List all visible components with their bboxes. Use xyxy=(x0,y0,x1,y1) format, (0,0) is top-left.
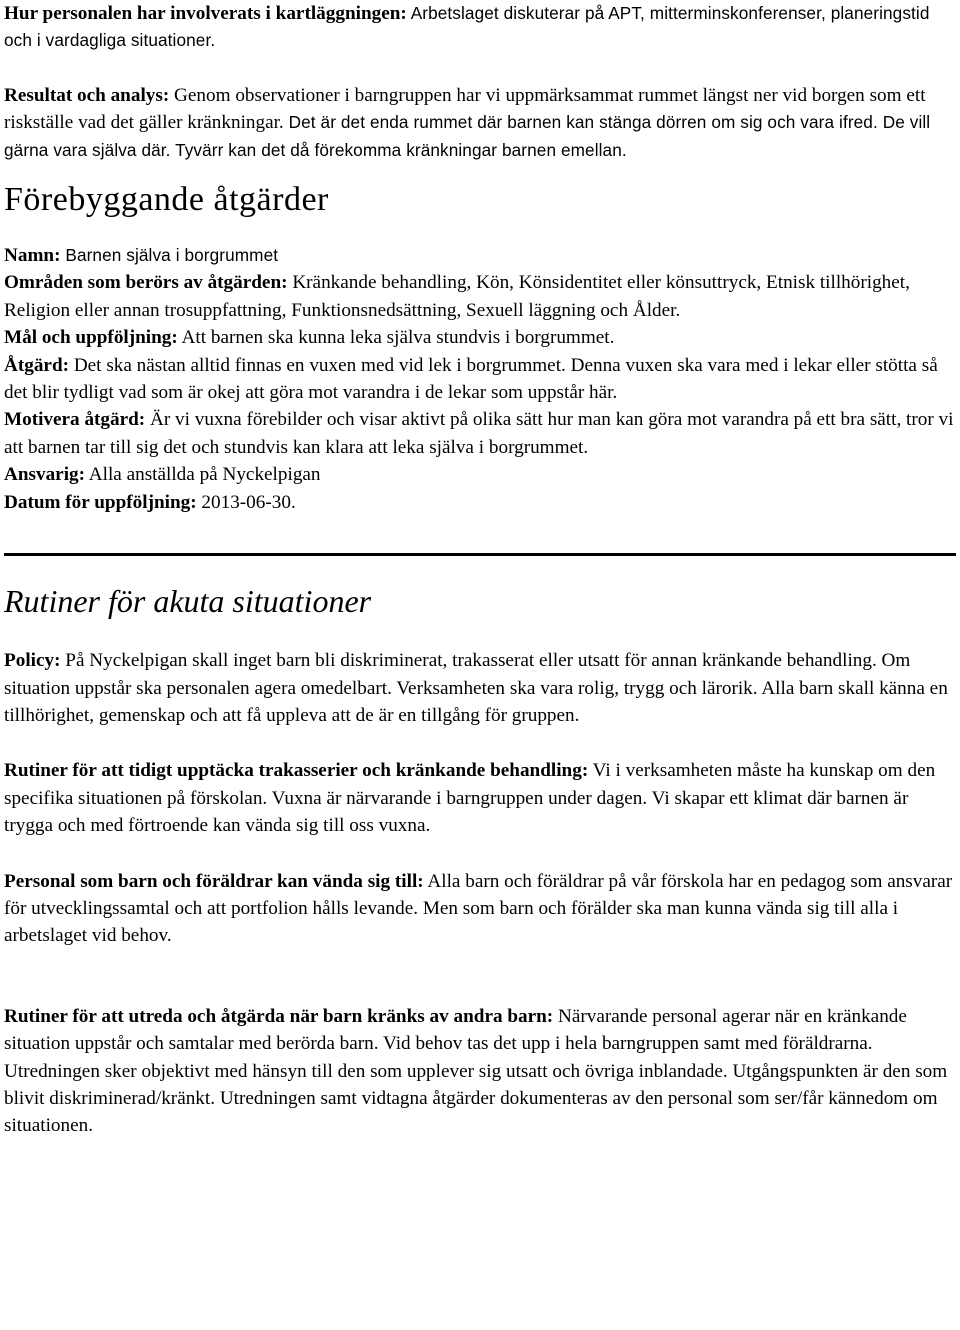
early-detection-value: Vi i verksamheten måste ha kunskap om den specifika situationen på förskolan. Vuxna är närvarande i barngruppen under dagen. Vi skapar ett klimat där barnen är trygga och med förtroende kan vända sig till oss vuxna. xyxy=(4,760,936,837)
motivate-label: Motivera åtgärd: xyxy=(4,409,146,431)
followup-line xyxy=(4,489,956,516)
investigate-paragraph xyxy=(4,1003,956,1140)
motivate-value: Är vi vuxna förebilder och visar aktivt på olika sätt hur man kan göra mot varandra på ett bra sätt, tror vi att barnen tar till sig det och stundvis kan klara att leka själva i borgrummet. xyxy=(4,409,954,458)
result-paragraph xyxy=(4,82,956,164)
preventive-heading: Förebyggande åtgärder xyxy=(4,181,329,219)
followup-value: 2013-06-30. xyxy=(196,491,296,513)
motivate-line xyxy=(4,406,956,461)
contact-staff-value: Alla barn och föräldrar på vår förskola har en pedagog som ansvarar för utvecklingssamtal och att portfolion hålls levande. Men som barn och förälder ska man kunna vända sig till alla i arbetslaget vid behov. xyxy=(4,870,953,947)
action-value: Det ska nästan alltid finnas en vuxen med vid lek i borgrummet. Denna vuxen ska vara med i lekar eller stötta så det blir tydligt vad som är okej att göra mot varandra i de lekar som uppstår här. xyxy=(4,354,938,404)
name-line xyxy=(4,242,956,269)
early-detection-paragraph xyxy=(4,757,956,839)
routines-heading: Rutiner för akuta situationer xyxy=(4,583,372,620)
contact-staff-label: Personal som barn och föräldrar kan vända sig till: xyxy=(4,870,424,892)
result-label: Resultat och analys: xyxy=(4,84,170,106)
involvement-text: Arbetslaget diskuterar på APT, mitterminskonferenser, planeringstid och i vardagliga situationer. xyxy=(4,3,930,51)
action-line xyxy=(4,352,956,407)
areas-value: Kränkande behandling, Kön, Könsidentitet eller könsuttryck, Etnisk tillhörighet, Religion eller annan trosuppfattning, Funktionsnedsättning, Sexuell läggning och Ålder. xyxy=(4,272,910,321)
responsible-line xyxy=(4,461,956,488)
policy-label: Policy: xyxy=(4,650,61,672)
spacer xyxy=(4,950,956,1003)
action-label: Åtgärd: xyxy=(4,354,70,376)
investigate-value: Närvarande personal agerar när en kränkande situation uppstår och samtalar med berörda barn. Vid behov tas det upp i hela barngruppen samt med föräldrarna. Utredningen sker objektivt med hänsyn till den som upplever sig utsatt och övriga inblandade. Utgångspunkten är den som blivit diskriminerad/kränkt. Utredningen samt vidtagna åtgärder dokumenteras av den personal som ser/får kännedom om situationen. xyxy=(4,1005,948,1137)
investigate-label: Rutiner för att utreda och åtgärda när barn kränks av andra barn: xyxy=(4,1005,554,1027)
responsible-value: Alla anställda på Nyckelpigan xyxy=(85,464,321,486)
result-text: Genom observationer i barngruppen har vi uppmärksammat rummet längst ner vid borgen som ett riskställe vad det gäller kränkningar. xyxy=(4,84,926,134)
name-value: Barnen själva i borgrummet xyxy=(60,245,279,266)
document-page xyxy=(4,0,956,1140)
policy-value: På Nyckelpigan skall inget barn bli diskriminerat, trakasserat eller utsatt för annan kränkande behandling. Om situation uppstår ska personalen agera omedelbart. Verksamheten ska vara rolig, trygg och lärorik. Alla barn skall känna en tillhörighet, gemenskap och att få uppleva att de är en tillgång för gruppen. xyxy=(4,650,948,726)
horizontal-divider xyxy=(4,553,956,556)
spacer xyxy=(4,840,956,868)
goal-label: Mål och uppföljning: xyxy=(4,327,178,349)
goal-value: Att barnen ska kunna leka själva stundvis i borgrummet. xyxy=(177,327,615,349)
involvement-paragraph xyxy=(4,0,956,55)
result-text-continued: Det är det enda rummet där barnen kan stänga dörren om sig och vara ifred. De vill gärna vara själva där. Tyvärr kan det då förekomma kränkningar barnen emellan. xyxy=(4,112,931,160)
spacer xyxy=(4,729,956,757)
early-detection-label: Rutiner för att tidigt upptäcka trakasserier och kränkande behandling: xyxy=(4,760,589,782)
areas-line xyxy=(4,269,956,324)
involvement-label: Hur personalen har involverats i kartläggningen: xyxy=(4,3,407,24)
contact-staff-paragraph xyxy=(4,868,956,950)
name-label: Namn: xyxy=(4,245,61,267)
spacer xyxy=(4,55,956,82)
policy-paragraph xyxy=(4,647,956,729)
followup-label: Datum för uppföljning: xyxy=(4,491,197,513)
goal-line xyxy=(4,324,956,351)
areas-label: Områden som berörs av åtgärden: xyxy=(4,272,288,294)
responsible-label: Ansvarig: xyxy=(4,464,86,486)
